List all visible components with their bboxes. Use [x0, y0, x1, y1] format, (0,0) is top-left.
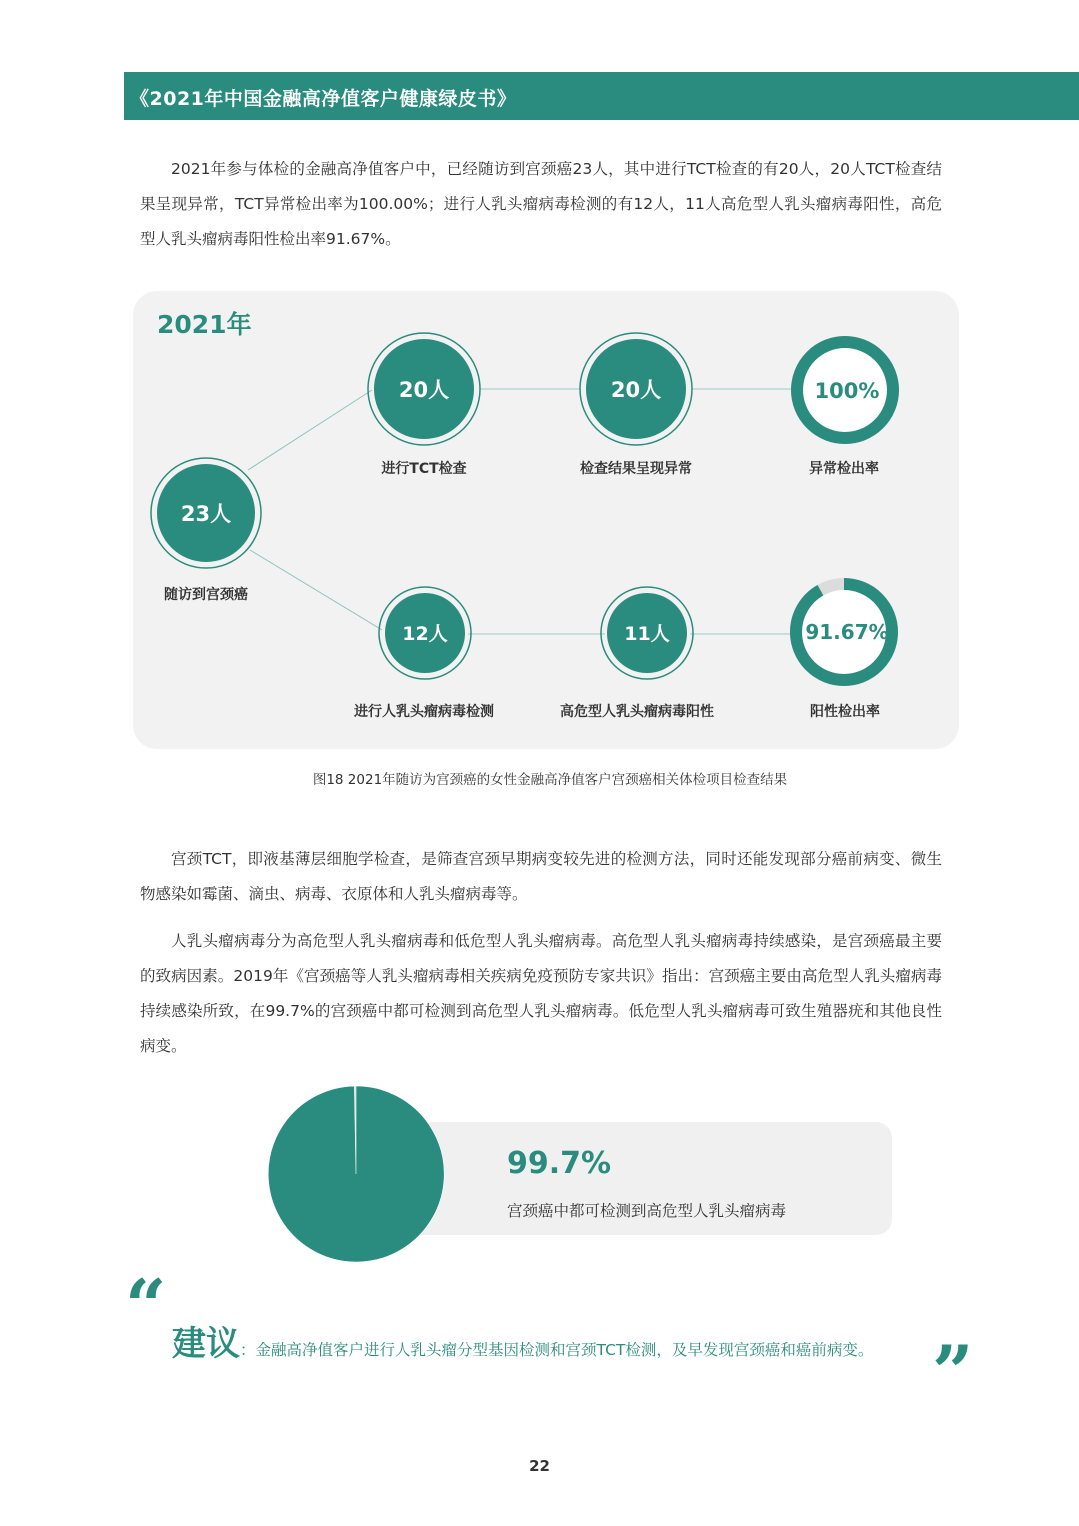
node-root-value: 23人: [180, 502, 232, 526]
hpv-paragraph: 人乳头瘤病毒分为高危型人乳头瘤病毒和低危型人乳头瘤病毒。高危型人乳头瘤病毒持续感染，是宫颈癌最主要的致病因素。2019年《宫颈癌等人乳头瘤病毒相关疾病免疫预防专家共识》指出：宫颈癌主要由高危型人乳头瘤病毒持续感染所致，在99.7%的宫颈癌中都可检测到高危型人乳头瘤病毒。低危型人乳头瘤病毒可致生殖器疣和其他良性病变。: [140, 932, 942, 1055]
advice-block: [172, 1316, 873, 1365]
node-tct: [368, 333, 480, 445]
ring-abnormal-rate: [797, 342, 893, 438]
node-abnormal: [580, 333, 692, 445]
page-number: 22: [529, 1457, 550, 1475]
pie-value: 99.7%: [507, 1146, 612, 1181]
node-abnormal-value: 20人: [610, 378, 662, 402]
tct-paragraph: 宫颈TCT，即液基薄层细胞学检查，是筛查宫颈早期病变较先进的检测方法，同时还能发现部分癌前病变、微生物感染如霉菌、滴虫、病毒、衣原体和人乳头瘤病毒等。: [140, 850, 942, 903]
figure-caption: 图18 2021年随访为宫颈癌的女性金融高净值客户宫颈癌相关体检项目检查结果: [312, 772, 788, 788]
flow-year: 2021年: [157, 310, 252, 339]
ring-positive-rate-label: 阳性检出率: [810, 704, 880, 720]
open-quote-mark: “: [125, 1263, 167, 1348]
ring-abnormal-rate-value: 100%: [814, 379, 880, 403]
ring-positive-rate: [796, 584, 892, 680]
node-hpv-positive: [601, 587, 693, 679]
node-root-label: 随访到宫颈癌: [164, 587, 248, 603]
pie-slice: [268, 1086, 444, 1262]
advice-colon: ：: [240, 1341, 256, 1359]
node-hpv-test-label: 进行人乳头瘤病毒检测: [354, 704, 494, 720]
node-hpv-positive-value: 11人: [624, 623, 670, 645]
pie-description: 宫颈癌中都可检测到高危型人乳头瘤病毒: [507, 1202, 787, 1220]
advice-title: 建议: [172, 1324, 240, 1364]
node-root: [151, 458, 261, 568]
pie-chart: [266, 1084, 446, 1264]
node-hpv-test: [379, 587, 471, 679]
node-abnormal-label: 检查结果呈现异常: [580, 461, 692, 477]
ring-abnormal-rate-label: 异常检出率: [809, 461, 879, 477]
close-quote-mark: ”: [932, 1329, 974, 1414]
header-title: 《2021年中国金融高净值客户健康绿皮书》: [130, 88, 517, 110]
ring-positive-rate-value: 91.67%: [805, 620, 889, 644]
node-hpv-test-value: 12人: [402, 623, 448, 645]
node-tct-label: 进行TCT检查: [381, 461, 467, 477]
intro-paragraph: 2021年参与体检的金融高净值客户中，已经随访到宫颈癌23人，其中进行TCT检查的有20人，20人TCT检查结果呈现异常，TCT异常检出率为100.00%；进行人乳头瘤病毒检测的有12人，11人高危型人乳头瘤病毒阳性，高危型人乳头瘤病毒阳性检出率91.67%。: [140, 160, 942, 248]
advice-text: 金融高净值客户进行人乳头瘤分型基因检测和宫颈TCT检测，及早发现宫颈癌和癌前病变。: [255, 1341, 874, 1359]
node-tct-value: 20人: [398, 378, 450, 402]
node-hpv-positive-label: 高危型人乳头瘤病毒阳性: [560, 704, 714, 720]
